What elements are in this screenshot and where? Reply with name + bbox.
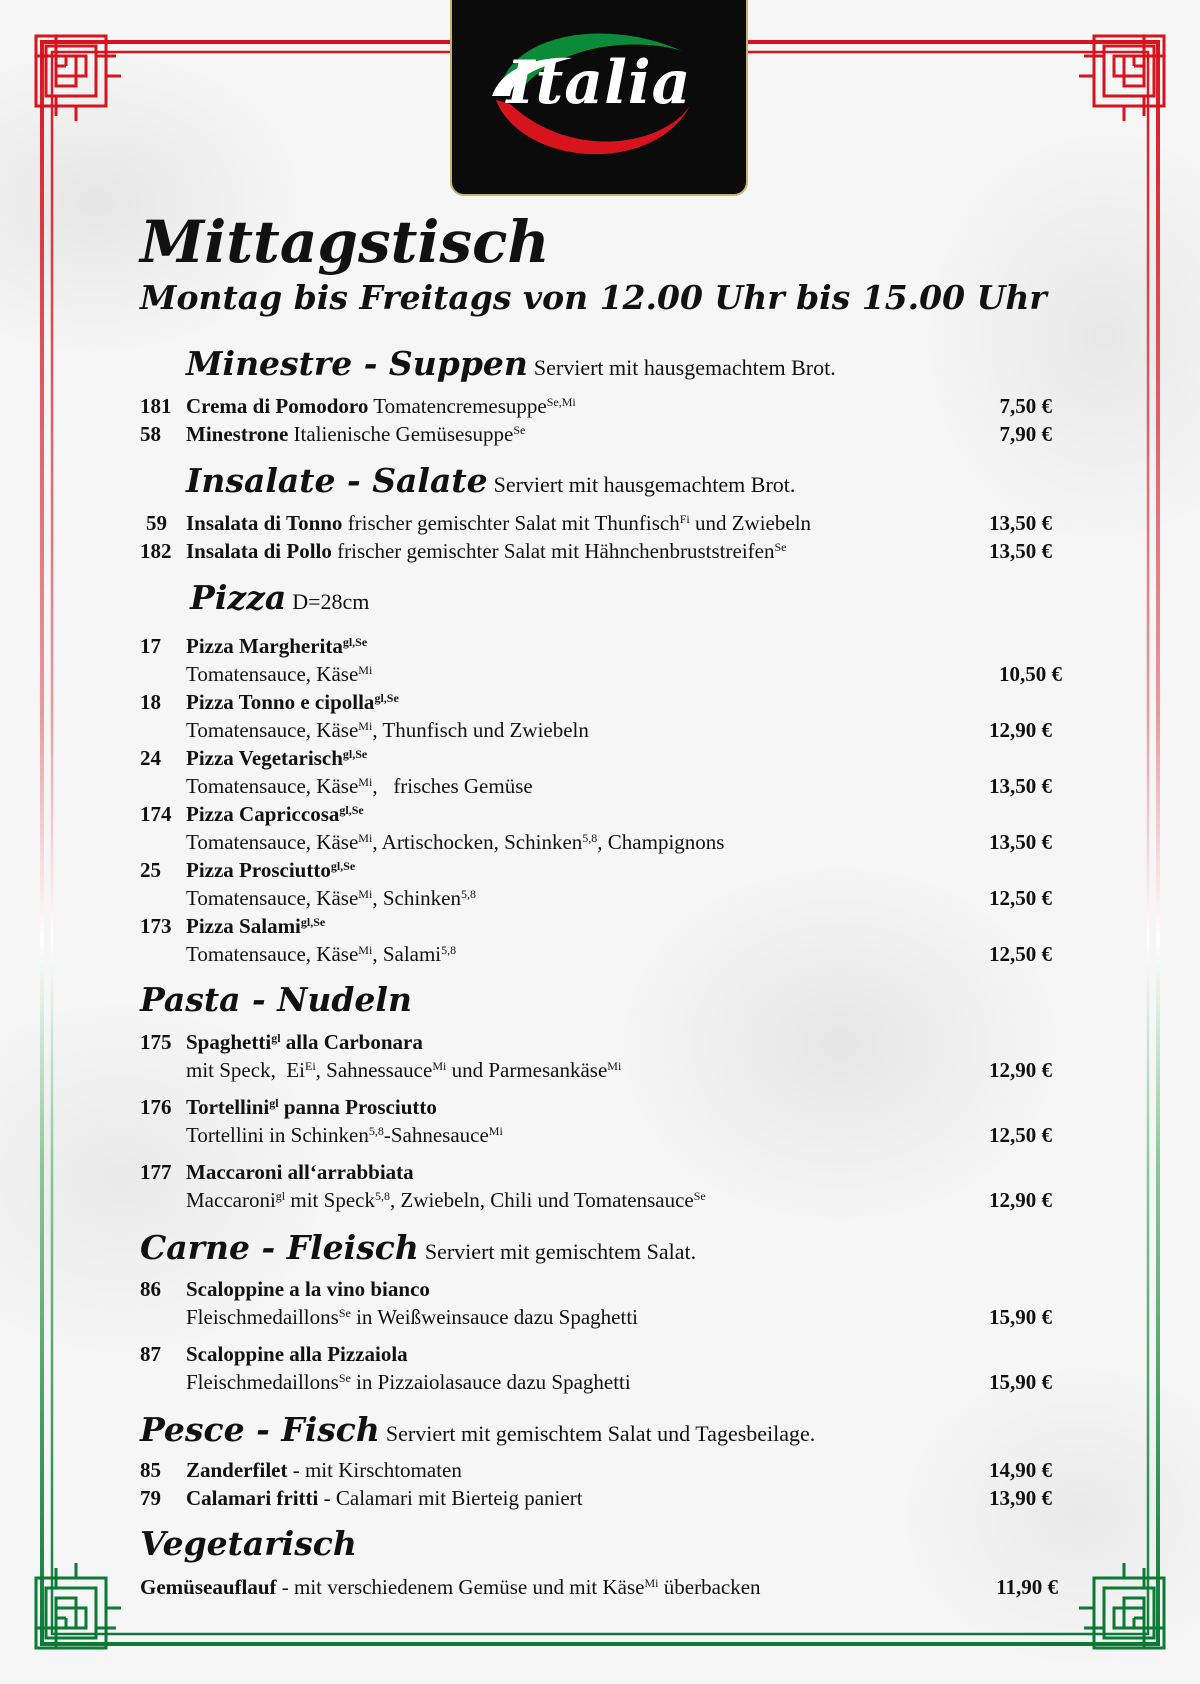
menu-item-description: [0, 1188, 1200, 1216]
item-name: Gemüseauflauf - mit verschiedenem Gemüse und mit Käse$^{Mi}$ überbacken: [140, 1575, 761, 1599]
menu-item-description: [0, 942, 1200, 970]
item-description: mit Speck, $Ei^{Ei}$, Sahnessauce$^{Mi}$ und Parmesankäse$^{Mi}$: [186, 1058, 622, 1082]
item-name: Tortellini$^{gl}$ panna Prosciutto: [186, 1095, 437, 1119]
item-number: 176: [140, 1095, 172, 1119]
item-name: Calamari fritti - Calamari mit Bierteig paniert: [186, 1486, 583, 1510]
section-title: Carne - Fleisch: [140, 1228, 419, 1267]
menu-item-description: [0, 1305, 1200, 1333]
menu-item-description: [0, 886, 1200, 914]
item-name: Pizza Margherita$^{gl,Se}$: [186, 634, 368, 658]
item-description: Tomatensauce, Käse$^{Mi}$, Salami$^{5,8}$: [186, 942, 457, 966]
item-price: 15,90 €: [989, 1370, 1052, 1394]
italia-logo: [450, 0, 748, 196]
item-price: 11,90 €: [996, 1575, 1058, 1599]
item-description: Tomatensauce, Käse$^{Mi}$, Thunfisch und Zwiebeln: [186, 718, 589, 742]
item-name: Maccaroni all‘arrabbiata: [186, 1160, 414, 1184]
item-name: Insalata di Tonno frischer gemischter Salat mit Thunfisch$^{Fi}$ und Zwiebeln: [186, 511, 812, 535]
section-pasta-heading: [140, 980, 412, 1019]
item-price: 12,50 €: [989, 886, 1052, 910]
menu-item: [0, 1277, 1200, 1305]
menu-item: [0, 1095, 1200, 1123]
section-suppen-heading: [186, 344, 836, 383]
item-name: Insalata di Pollo frischer gemischter Salat mit Hähnchenbruststreifen$^{Se}$: [186, 539, 787, 563]
item-description: Fleischmedaillons$^{Se}$ in Weißweinsauce dazu Spaghetti: [186, 1305, 638, 1329]
item-name: Zanderfilet - mit Kirschtomaten: [186, 1458, 462, 1482]
item-description: Tomatensauce, Käse$^{Mi}$, Schinken$^{5,8}$: [186, 886, 476, 910]
corner-ornament-top-right: [1079, 36, 1164, 121]
item-number: 182: [140, 539, 172, 563]
menu-item-description: [0, 1123, 1200, 1151]
item-price: 12,90 €: [989, 1058, 1052, 1082]
item-number: 87: [140, 1342, 161, 1366]
section-note: D=28cm: [292, 589, 370, 614]
menu-item: [0, 1575, 1200, 1603]
section-note: Serviert mit gemischtem Salat.: [424, 1239, 697, 1264]
menu-item: [0, 1030, 1200, 1058]
menu-item: [0, 511, 1200, 539]
item-price: 13,50 €: [989, 539, 1052, 563]
menu-item: [0, 746, 1200, 774]
menu-item: [0, 1342, 1200, 1370]
section-pizza-heading: [190, 578, 369, 617]
item-name: Pizza Vegetarisch$^{gl,Se}$: [186, 746, 368, 770]
item-name: Scaloppine alla Pizzaiola: [186, 1342, 408, 1366]
item-description: Tortellini in Schinken$^{5,8}$-Sahnesauce$^{Mi}$: [186, 1123, 503, 1147]
item-price: 13,50 €: [989, 511, 1052, 535]
menu-item: [0, 802, 1200, 830]
item-description: Tomatensauce, Käse$^{Mi}$, Artischocken, Schinken$^{5,8}$, Champignons: [186, 830, 725, 854]
item-description: Tomatensauce, Käse$^{Mi}$, frisches Gemüse: [186, 774, 533, 798]
item-number: 59: [146, 511, 167, 535]
menu-item: [0, 634, 1200, 662]
section-title: Pizza: [190, 578, 287, 617]
section-title: Vegetarisch: [140, 1524, 357, 1563]
section-note: Serviert mit hausgemachtem Brot.: [493, 472, 796, 497]
section-title: Minestre - Suppen: [186, 344, 528, 383]
item-number: 181: [140, 394, 172, 418]
section-note: Serviert mit gemischtem Salat und Tagesbeilage.: [385, 1421, 816, 1446]
section-note: Serviert mit hausgemachtem Brot.: [533, 355, 836, 380]
item-price: 15,90 €: [989, 1305, 1052, 1329]
item-number: 18: [140, 690, 161, 714]
item-price: 13,50 €: [989, 774, 1052, 798]
item-number: 86: [140, 1277, 161, 1301]
item-name: Pizza Capriccosa$^{gl,Se}$: [186, 802, 364, 826]
item-number: 79: [140, 1486, 161, 1510]
item-price: 12,90 €: [989, 1188, 1052, 1212]
item-number: 17: [140, 634, 161, 658]
item-number: 25: [140, 858, 161, 882]
menu-item: [0, 914, 1200, 942]
menu-item-description: [0, 718, 1200, 746]
item-name: Pizza Prosciutto$^{gl,Se}$: [186, 858, 356, 882]
section-title: Insalate - Salate: [186, 461, 488, 500]
menu-item-description: [0, 774, 1200, 802]
item-price: 13,90 €: [989, 1486, 1052, 1510]
item-number: 85: [140, 1458, 161, 1482]
item-name: Crema di Pomodoro Tomatencremesuppe$^{Se,Mi}$: [186, 394, 576, 418]
menu-item-description: [0, 830, 1200, 858]
menu-item: [0, 539, 1200, 567]
menu-item: [0, 394, 1200, 422]
item-name: Scaloppine a la vino bianco: [186, 1277, 430, 1301]
menu-item: [0, 690, 1200, 718]
menu-item: [0, 1458, 1200, 1486]
item-price: 14,90 €: [989, 1458, 1052, 1482]
section-salate-heading: [186, 461, 795, 500]
item-price: 7,50 €: [999, 394, 1052, 418]
item-price: 7,90 €: [999, 422, 1052, 446]
section-fisch-heading: [140, 1410, 815, 1449]
section-title: Pasta - Nudeln: [140, 980, 412, 1019]
item-name: Pizza Tonno e cipolla$^{gl,Se}$: [186, 690, 399, 714]
menu-item: [0, 1160, 1200, 1188]
item-description: Fleischmedaillons$^{Se}$ in Pizzaiolasauce dazu Spaghetti: [186, 1370, 631, 1394]
page-title: Mittagstisch: [140, 208, 550, 276]
item-price: 12,50 €: [989, 1123, 1052, 1147]
menu-item-description: [0, 1058, 1200, 1086]
corner-ornament-top-left: [36, 36, 121, 121]
menu-item: [0, 858, 1200, 886]
logo-text: Italia: [506, 48, 692, 118]
item-name: Minestrone Italienische Gemüsesuppe$^{Se}$: [186, 422, 526, 446]
item-price: 10,50 €: [999, 662, 1062, 686]
item-number: 24: [140, 746, 161, 770]
item-name: Spaghetti$^{gl}$ alla Carbonara: [186, 1030, 423, 1054]
section-fleisch-heading: [140, 1228, 696, 1267]
section-title: Pesce - Fisch: [140, 1410, 380, 1449]
item-number: 58: [140, 422, 161, 446]
item-price: 12,50 €: [989, 942, 1052, 966]
item-number: 173: [140, 914, 172, 938]
item-number: 175: [140, 1030, 172, 1054]
item-number: 177: [140, 1160, 172, 1184]
section-vegetarisch-heading: [140, 1524, 357, 1563]
item-price: 13,50 €: [989, 830, 1052, 854]
item-price: 12,90 €: [989, 718, 1052, 742]
item-description: Tomatensauce, Käse$^{Mi}$: [186, 662, 373, 686]
menu-item-description: [0, 662, 1200, 690]
menu-item: [0, 422, 1200, 450]
item-description: Maccaroni$^{gl}$ mit Speck$^{5,8}$, Zwiebeln, Chili und Tomatensauce$^{Se}$: [186, 1188, 706, 1212]
item-number: 174: [140, 802, 172, 826]
opening-hours: Montag bis Freitags von 12.00 Uhr bis 15.00 Uhr: [140, 278, 1047, 317]
menu-item-description: [0, 1370, 1200, 1398]
item-name: Pizza Salami$^{gl,Se}$: [186, 914, 326, 938]
menu-item: [0, 1486, 1200, 1514]
